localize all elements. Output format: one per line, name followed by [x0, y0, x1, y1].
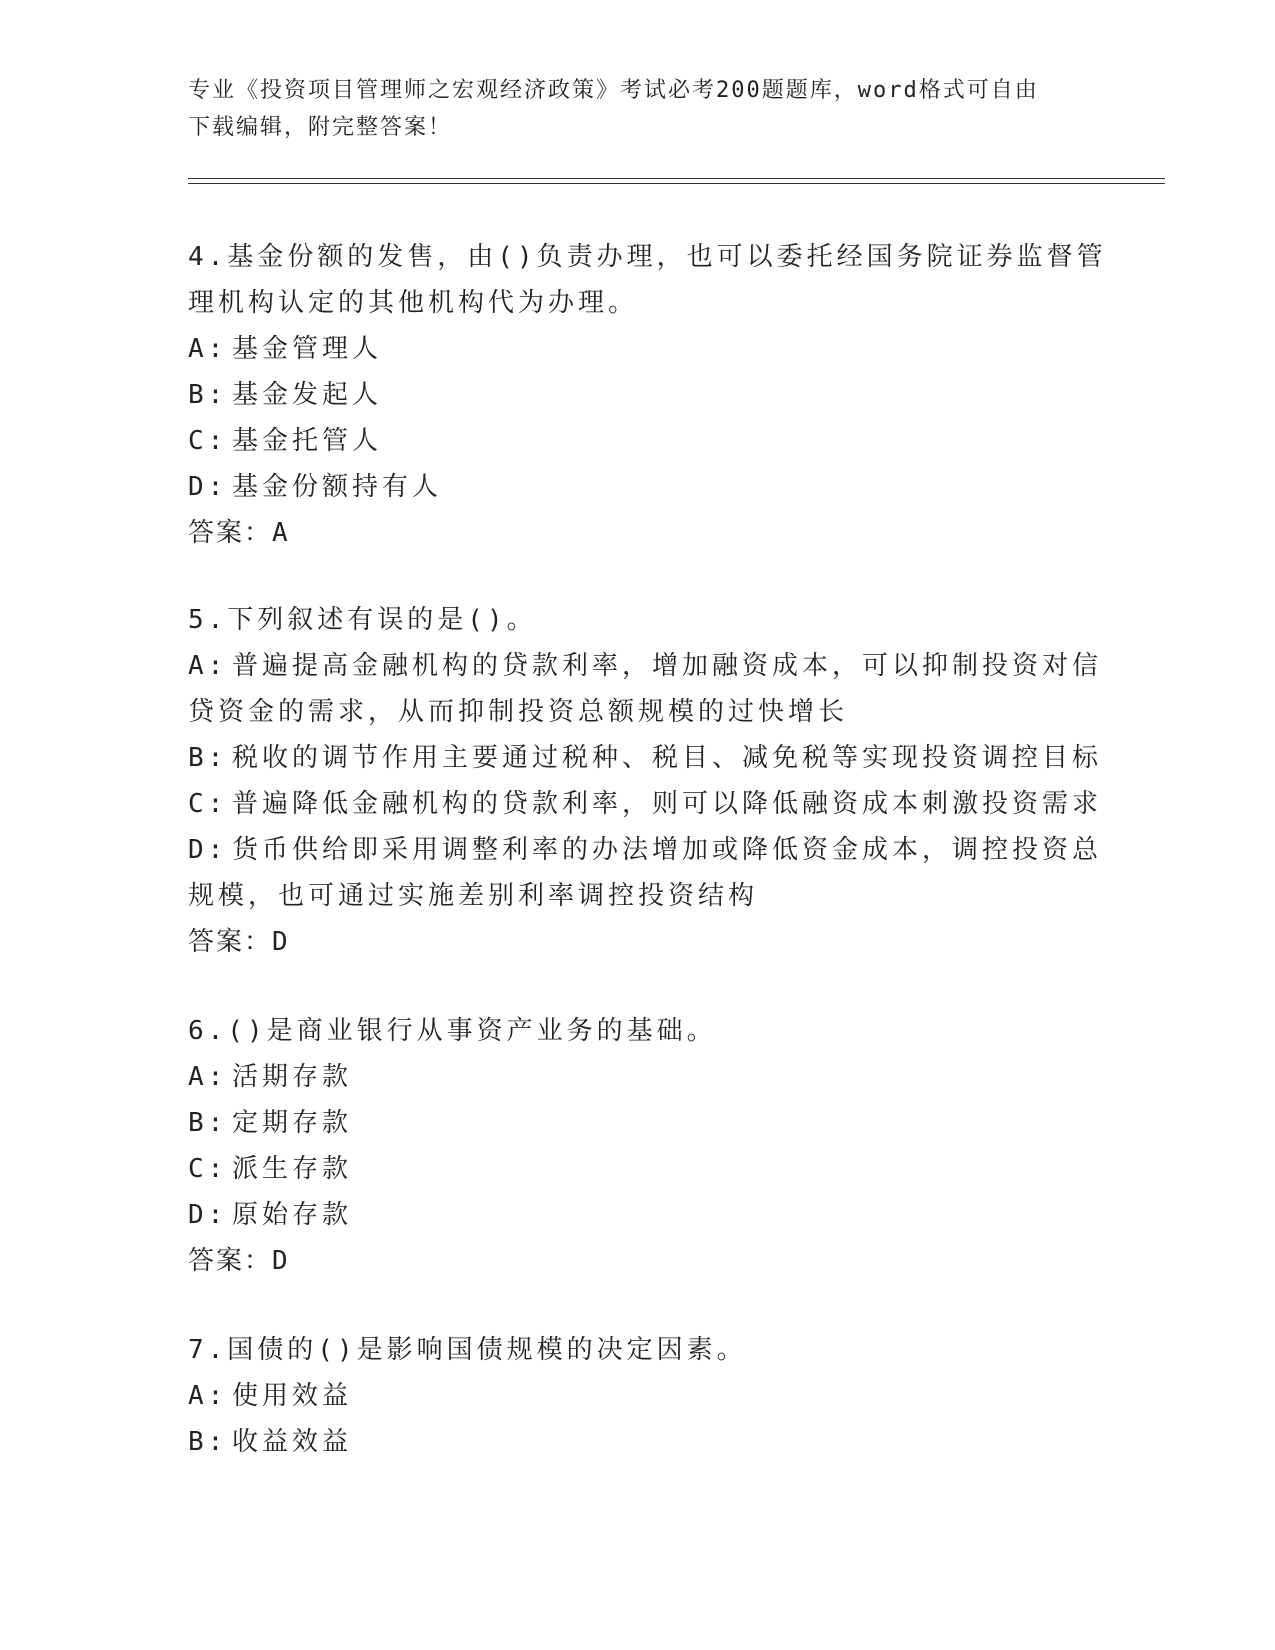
option-letter: C: [188, 426, 228, 456]
option-text: 基金发起人 [232, 380, 383, 410]
option-text: 原始存款 [232, 1200, 353, 1230]
option-text: 货币供给即采用调整利率的办法增加或降低资金成本，调控投资总 [232, 835, 1103, 865]
option-letter: B: [188, 1427, 228, 1457]
option-text: 普遍提高金融机构的贷款利率，增加融资成本，可以抑制投资对信 [232, 651, 1103, 681]
option-a-continued: 贷资金的需求，从而抑制投资总额规模的过快增长 [188, 697, 849, 727]
question-stem: 7.国债的()是影响国债规模的决定因素。 [188, 1335, 747, 1365]
option-d [188, 1192, 1088, 1238]
option-text: 普遍降低金融机构的贷款利率，则可以降低融资成本刺激投资需求 [232, 789, 1103, 819]
question-stem: 4.基金份额的发售，由()负责办理，也可以委托经国务院证券监督管 [188, 242, 1107, 272]
answer-line: 答案：A [188, 518, 290, 548]
document-header [188, 72, 1088, 146]
option-a [188, 1373, 1088, 1419]
header-line-1: 专业《投资项目管理师之宏观经济政策》考试必考200题题库，word格式可自由 [188, 78, 1039, 103]
question-stem: 5.下列叙述有误的是()。 [188, 605, 537, 635]
option-a [188, 1054, 1088, 1100]
option-c [188, 781, 1103, 827]
option-letter: C: [188, 1154, 228, 1184]
option-d-continued: 规模，也可通过实施差别利率调控投资结构 [188, 881, 759, 911]
option-d [188, 464, 1088, 510]
option-text: 基金管理人 [232, 334, 383, 364]
option-letter: D: [188, 835, 228, 865]
option-text: 收益效益 [232, 1427, 353, 1457]
option-letter: B: [188, 380, 228, 410]
question-6 [188, 1008, 1088, 1284]
option-d [188, 827, 1103, 873]
option-text: 使用效益 [232, 1381, 353, 1411]
option-b [188, 735, 1103, 781]
option-text: 基金托管人 [232, 426, 383, 456]
option-letter: D: [188, 1200, 228, 1230]
option-text: 税收的调节作用主要通过税种、税目、减免税等实现投资调控目标 [232, 743, 1103, 773]
option-c [188, 418, 1088, 464]
header-line-2: 下载编辑，附完整答案！ [188, 115, 453, 140]
option-letter: B: [188, 1108, 228, 1138]
option-letter: A: [188, 1381, 228, 1411]
header-divider-bottom [188, 183, 1165, 184]
option-c [188, 1146, 1088, 1192]
question-stem: 6.()是商业银行从事资产业务的基础。 [188, 1016, 717, 1046]
option-b [188, 1419, 1088, 1465]
question-stem: 理机构认定的其他机构代为办理。 [188, 288, 639, 318]
answer-line: 答案：D [188, 927, 290, 957]
header-divider-top [188, 178, 1165, 179]
option-a [188, 326, 1088, 372]
answer-line: 答案：D [188, 1246, 290, 1276]
option-text: 派生存款 [232, 1154, 353, 1184]
option-letter: D: [188, 472, 228, 502]
option-a [188, 643, 1103, 689]
option-text: 定期存款 [232, 1108, 353, 1138]
question-7 [188, 1327, 1088, 1465]
option-b [188, 1100, 1088, 1146]
option-letter: B: [188, 743, 228, 773]
option-b [188, 372, 1088, 418]
question-4 [188, 234, 1107, 556]
option-letter: A: [188, 651, 228, 681]
option-text: 活期存款 [232, 1062, 353, 1092]
option-letter: A: [188, 334, 228, 364]
option-letter: C: [188, 789, 228, 819]
option-text: 基金份额持有人 [232, 472, 443, 502]
option-letter: A: [188, 1062, 228, 1092]
question-5 [188, 597, 1103, 965]
